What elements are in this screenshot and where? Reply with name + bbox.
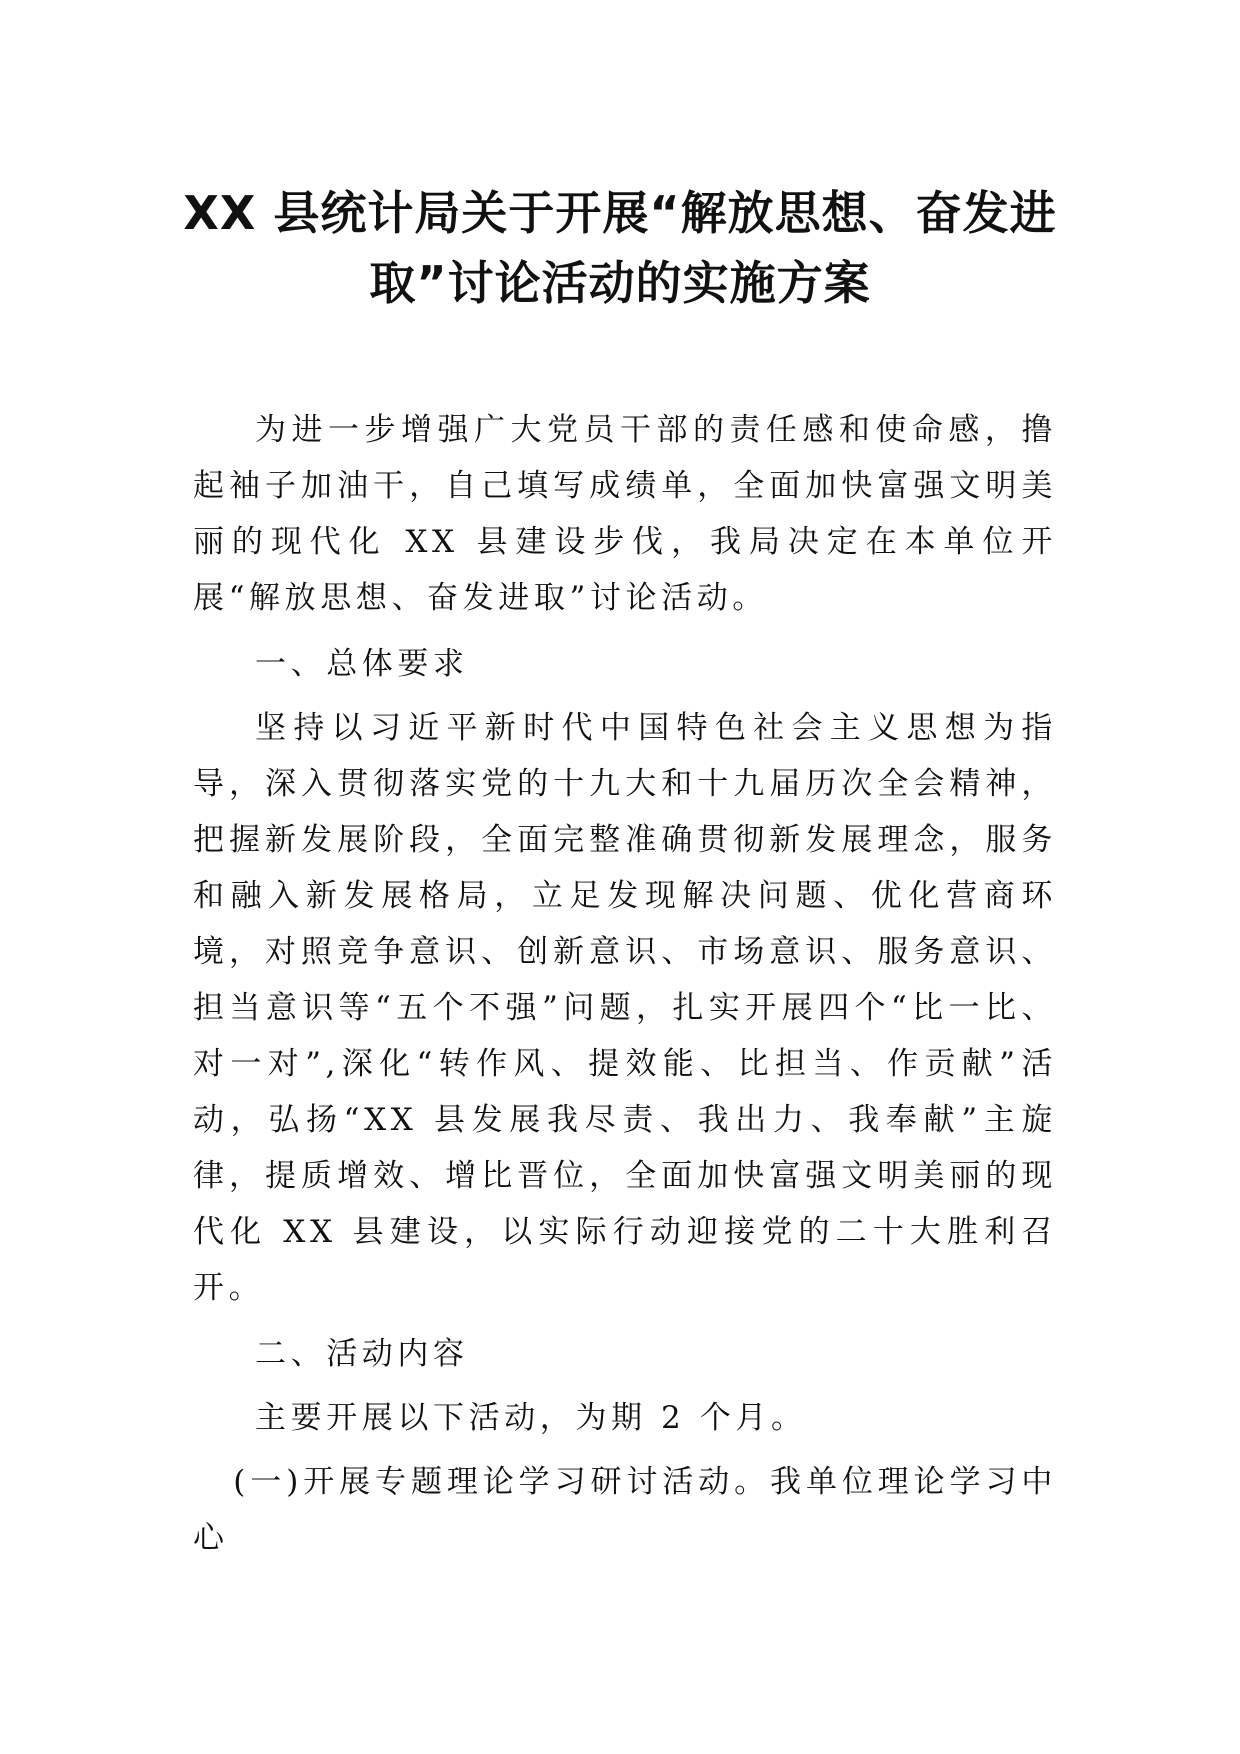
- section-2-intro-paragraph: 主要开展以下活动，为期 2 个月。: [255, 1400, 807, 1436]
- title-line-1: XX 县统计局关于开展“解放思想、奋发进: [183, 186, 1057, 240]
- intro-paragraph: 为进一步增强广大党员干部的责任感和使命感，撸起袖子加油干，自己填写成绩单，全面加快富强文明美丽的现代化 XX 县建设步伐，我局决定在本单位开展“解放思想、奋发进取”讨论活动。: [193, 412, 1057, 616]
- section-1-paragraph: 坚持以习近平新时代中国特色社会主义思想为指导，深入贯彻落实党的十九大和十九届历次全会精神，把握新发展阶段，全面完整准确贯彻新发展理念，服务和融入新发展格局，立足发现解决问题、优化营商环境，对照竞争意识、创新意识、市场意识、服务意识、担当意识等“五个不强”问题，扎实开展四个“比一比、对一对”,深化“转作风、提效能、比担当、作贡献”活动，弘扬“XX 县发展我尽责、我出力、我奉献”主旋律，提质增效、增比晋位，全面加快富强文明美丽的现代化 XX 县建设，以实际行动迎接党的二十大胜利召开。: [193, 710, 1057, 1306]
- section-1-heading: 一、总体要求: [255, 646, 469, 682]
- title-line-2: 取”讨论活动的实施方案: [369, 256, 871, 310]
- section-2-item-1: (一)开展专题理论学习研讨活动。我单位理论学习中心: [193, 1464, 1057, 1556]
- document-body: [193, 402, 1057, 1566]
- section-2-heading: 二、活动内容: [255, 1336, 469, 1372]
- document-title: [160, 178, 1080, 318]
